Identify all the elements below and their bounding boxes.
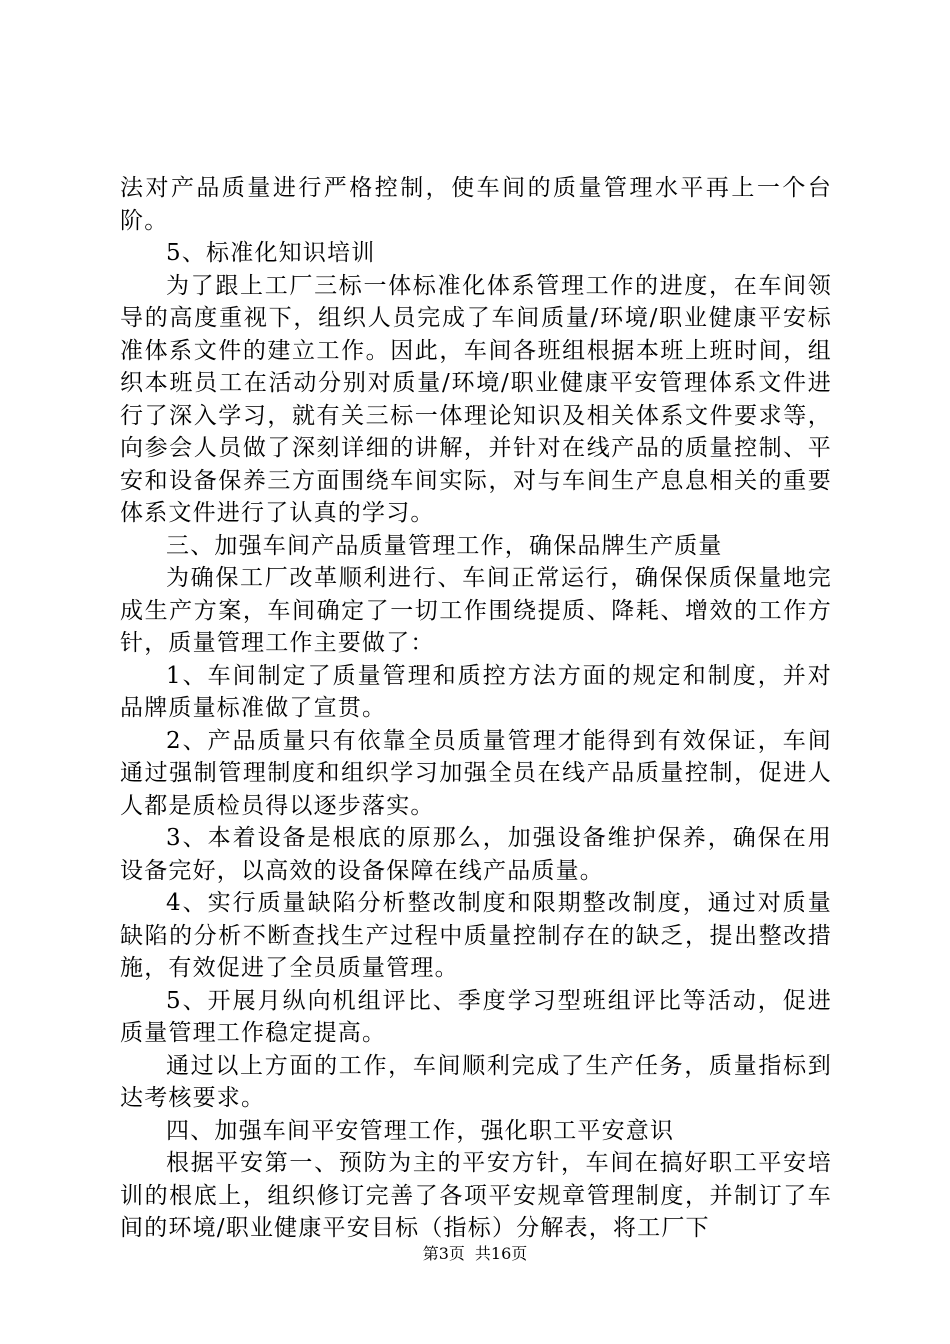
section-heading-safety: 四、加强车间平安管理工作，强化职工平安意识 — [166, 1117, 675, 1144]
paragraph: 为了跟上工厂三标一体标准化体系管理工作的进度，在车间领导的高度重视下，组织人员完成了车间质量/环境/职业健康平安标准体系文件的建立工作。因此，车间各班组根据本班上班时间，组织本班员工在活动分别对质量/环境/职业健康平安管理体系文件进行了深入学习，就有关三标一体理论知识及相关体系文件要求等，向参会人员做了深刻详细的讲解，并针对在线产品的质量控制、平安和设备保养三方面围绕车间实际，对与车间生产息息相关的重要体系文件进行了认真的学习。 — [120, 272, 832, 526]
list-item: 3、本着设备是根底的原那么，加强设备维护保养，确保在用设备完好，以高效的设备保障在线产品质量。 — [120, 825, 832, 884]
section-heading-standard-training: 5、标准化知识培训 — [166, 240, 376, 266]
document-body — [120, 172, 832, 1245]
page-number: 第3页 — [422, 1244, 465, 1263]
paragraph: 为确保工厂改革顺利进行、车间正常运行，确保保质保量地完成生产方案，车间确定了一切工作围绕提质、降耗、增效的工作方针，质量管理工作主要做了： — [120, 565, 832, 656]
paragraph-continuation: 法对产品质量进行严格控制，使车间的质量管理水平再上一个台阶。 — [120, 175, 832, 234]
page-total: 共16页 — [474, 1244, 528, 1263]
section-heading-quality: 三、加强车间产品质量管理工作，确保品牌生产质量 — [166, 532, 723, 559]
page-footer — [0, 1244, 950, 1264]
paragraph: 根据平安第一、预防为主的平安方针，车间在搞好职工平安培训的根底上，组织修订完善了各项平安规章管理制度，并制订了车间的环境/职业健康平安目标（指标）分解表，将工厂下 — [120, 1150, 832, 1241]
paragraph: 通过以上方面的工作，车间顺利完成了生产任务，质量指标到达考核要求。 — [120, 1052, 832, 1111]
list-item: 4、实行质量缺陷分析整改制度和限期整改制度，通过对质量缺陷的分析不断查找生产过程中质量控制存在的缺乏，提出整改措施，有效促进了全员质量管理。 — [120, 890, 832, 981]
list-item: 5、开展月纵向机组评比、季度学习型班组评比等活动，促进质量管理工作稳定提高。 — [120, 987, 832, 1046]
list-item: 1、车间制定了质量管理和质控方法方面的规定和制度，并对品牌质量标准做了宣贯。 — [120, 662, 832, 721]
list-item: 2、产品质量只有依靠全员质量管理才能得到有效保证，车间通过强制管理制度和组织学习加强全员在线产品质量控制，促进人人都是质检员得以逐步落实。 — [120, 727, 832, 819]
